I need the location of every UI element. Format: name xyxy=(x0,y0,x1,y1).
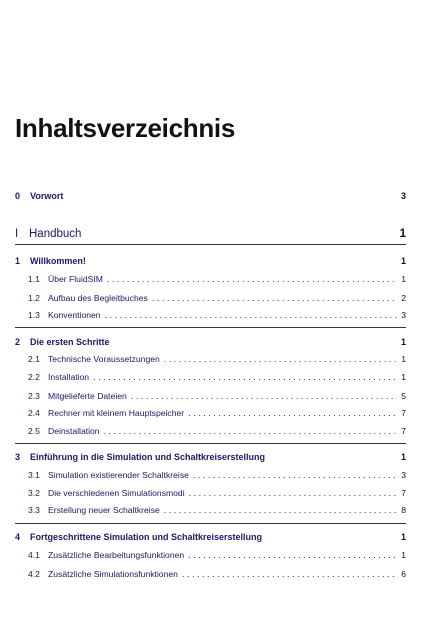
toc-entry-number: 4 xyxy=(15,532,21,542)
toc-entry-page: 3 xyxy=(401,310,406,320)
toc-part-page: 1 xyxy=(399,228,406,240)
chapter-divider xyxy=(15,443,406,444)
toc-entry-number: 3.2 xyxy=(28,488,40,498)
chapter-divider xyxy=(15,327,406,328)
dot-leader xyxy=(93,372,397,382)
dot-leader xyxy=(105,310,398,320)
toc-entry-page: 2 xyxy=(401,293,406,303)
toc-part-number: I xyxy=(15,228,19,240)
toc-entry-number: 2.1 xyxy=(28,354,40,364)
toc-entry-page: 3 xyxy=(400,191,406,201)
toc-section-4-2[interactable] xyxy=(15,569,406,579)
dot-leader xyxy=(104,426,398,436)
toc-section-2-4[interactable] xyxy=(15,408,406,418)
toc-entry-number: 4.1 xyxy=(28,550,40,560)
dot-leader xyxy=(188,408,397,418)
toc-entry-page: 1 xyxy=(400,532,406,542)
page-title: Inhaltsverzeichnis xyxy=(15,113,236,143)
toc-entry-vorwort[interactable] xyxy=(15,191,406,201)
toc-entry-title: Konventionen xyxy=(48,310,101,320)
toc-entry-number: 1 xyxy=(15,256,21,266)
toc-section-1-2[interactable] xyxy=(15,293,406,303)
toc-part-title: Handbuch xyxy=(29,228,82,240)
toc-chapter-3[interactable] xyxy=(15,452,406,462)
toc-entry-title: Simulation existierender Schaltkreise xyxy=(48,470,189,480)
toc-section-3-2[interactable] xyxy=(15,488,406,498)
toc-entry-title: Willkommen! xyxy=(30,256,86,266)
toc-entry-number: 4.2 xyxy=(28,569,40,579)
toc-entry-title: Erstellung neuer Schaltkreise xyxy=(48,505,160,515)
toc-chapter-4[interactable] xyxy=(15,532,406,542)
toc-entry-number: 3 xyxy=(15,452,21,462)
toc-entry-title: Zusätzliche Bearbeitungsfunktionen xyxy=(48,550,185,560)
toc-section-2-1[interactable] xyxy=(15,354,406,364)
dot-leader xyxy=(182,569,397,579)
dot-leader xyxy=(189,488,398,498)
toc-entry-page: 1 xyxy=(400,256,406,266)
toc-entry-number: 2 xyxy=(15,337,21,347)
toc-entry-number: 3.3 xyxy=(28,505,40,515)
dot-leader xyxy=(193,470,397,480)
toc-section-2-3[interactable] xyxy=(15,391,406,401)
toc-entry-title: Die verschiedenen Simulationsmodi xyxy=(48,488,185,498)
toc-entry-page: 5 xyxy=(401,391,406,401)
toc-entry-page: 7 xyxy=(401,426,406,436)
toc-section-1-3[interactable] xyxy=(15,310,406,320)
toc-section-4-1[interactable] xyxy=(15,550,406,560)
toc-entry-title: Deinstallation xyxy=(48,426,100,436)
chapter-divider xyxy=(15,523,406,524)
toc-entry-page: 1 xyxy=(400,337,406,347)
dot-leader xyxy=(164,505,397,515)
toc-section-2-5[interactable] xyxy=(15,426,406,436)
toc-entry-title: Installation xyxy=(48,372,90,382)
toc-entry-number: 2.4 xyxy=(28,408,40,418)
toc-entry-page: 8 xyxy=(401,505,406,515)
toc-chapter-2[interactable] xyxy=(15,337,406,347)
toc-entry-page: 1 xyxy=(401,550,406,560)
toc-entry-page: 1 xyxy=(401,274,406,284)
part-divider xyxy=(15,244,406,245)
toc-entry-page: 1 xyxy=(401,354,406,364)
toc-chapter-1[interactable] xyxy=(15,256,406,266)
toc-section-3-1[interactable] xyxy=(15,470,406,480)
toc-entry-number: 2.5 xyxy=(28,426,40,436)
toc-entry-title: Zusätzliche Simulationsfunktionen xyxy=(48,569,178,579)
toc-part-handbuch[interactable] xyxy=(15,228,406,240)
toc-entry-number: 3.1 xyxy=(28,470,40,480)
toc-entry-title: Vorwort xyxy=(30,191,64,201)
toc-entry-title: Die ersten Schritte xyxy=(30,337,110,347)
toc-section-1-1[interactable] xyxy=(15,274,406,284)
toc-entry-page: 7 xyxy=(401,408,406,418)
toc-entry-page: 1 xyxy=(401,372,406,382)
toc-entry-title: Über FluidSIM xyxy=(48,274,103,284)
toc-entry-number: 2.3 xyxy=(28,391,40,401)
toc-entry-title: Einführung in die Simulation und Schaltkreiserstellung xyxy=(30,452,266,462)
toc-entry-number: 1.1 xyxy=(28,274,40,284)
toc-section-3-3[interactable] xyxy=(15,505,406,515)
toc-entry-number: 0 xyxy=(15,191,21,201)
dot-leader xyxy=(152,293,397,303)
dot-leader xyxy=(164,354,397,364)
dot-leader xyxy=(188,550,397,560)
toc-section-2-2[interactable] xyxy=(15,372,406,382)
toc-entry-page: 7 xyxy=(401,488,406,498)
toc-entry-number: 1.2 xyxy=(28,293,40,303)
toc-entry-title: Fortgeschrittene Simulation und Schaltkreiserstellung xyxy=(30,532,263,542)
dot-leader xyxy=(107,274,397,284)
toc-entry-title: Mitgelieferte Dateien xyxy=(48,391,127,401)
toc-entry-title: Technische Voraussetzungen xyxy=(48,354,160,364)
toc-entry-page: 3 xyxy=(401,470,406,480)
toc-entry-page: 1 xyxy=(400,452,406,462)
toc-entry-number: 1.3 xyxy=(28,310,40,320)
dot-leader xyxy=(131,391,397,401)
toc-entry-title: Rechner mit kleinem Hauptspeicher xyxy=(48,408,185,418)
toc-entry-title: Aufbau des Begleitbuches xyxy=(48,293,148,303)
toc-entry-page: 6 xyxy=(401,569,406,579)
toc-entry-number: 2.2 xyxy=(28,372,40,382)
